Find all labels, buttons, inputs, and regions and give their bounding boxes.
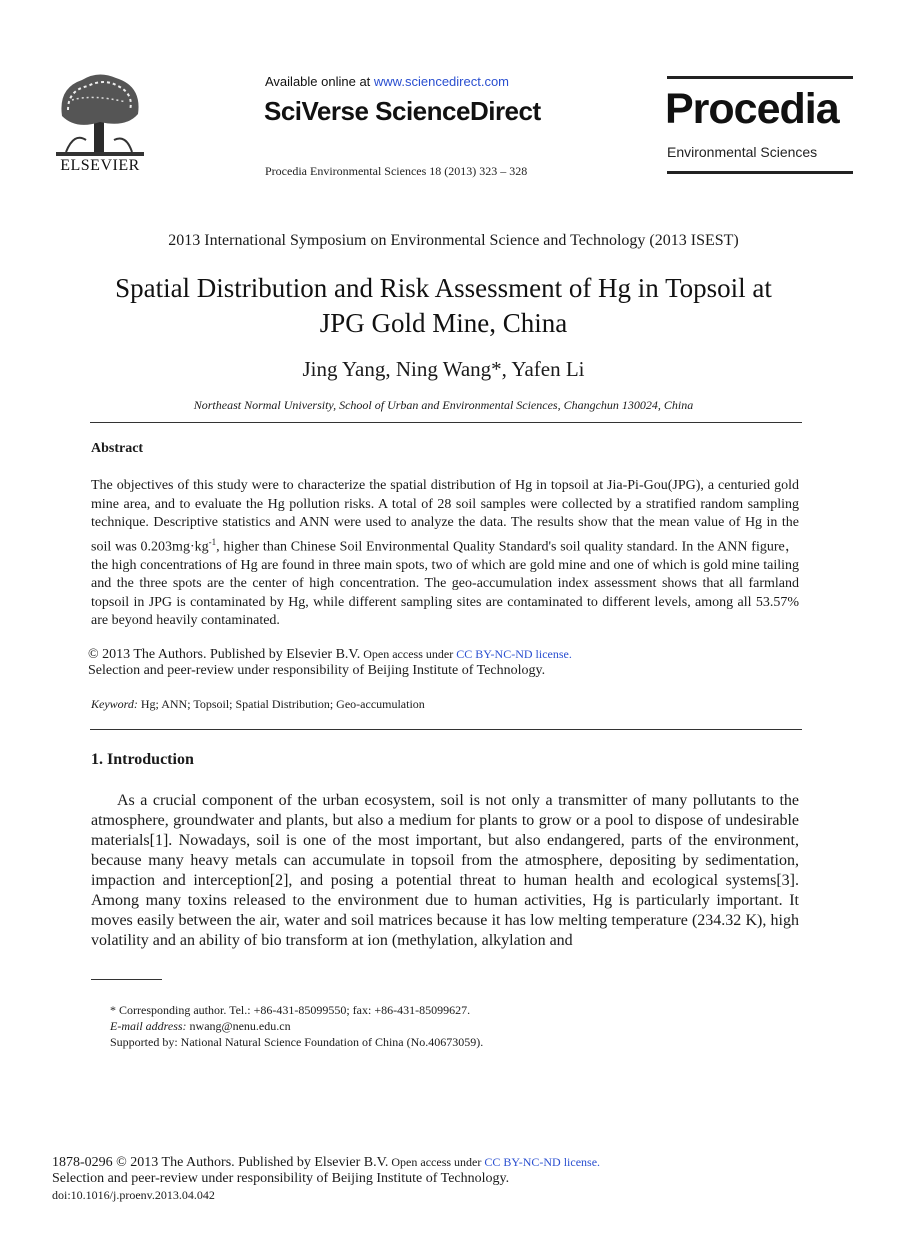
email-note (110, 1019, 291, 1034)
journal-reference: Procedia Environmental Sciences 18 (2013) 323 – 328 (265, 164, 528, 178)
abstract-superscript: -1 (208, 536, 217, 547)
journal-logo: Procedia (665, 85, 839, 133)
journal-logo-bottom-rule (667, 171, 853, 174)
peer-review-statement: Selection and peer-review under responsibility of Beijing Institute of Technology. (88, 663, 546, 678)
abstract-heading: Abstract (91, 441, 144, 456)
footer-peer-review: Selection and peer-review under responsibility of Beijing Institute of Technology. (52, 1171, 510, 1186)
title-line-2: JPG Gold Mine, China (319, 308, 568, 338)
copyright-text: © 2013 The Authors. Published by Elsevier B.V. (88, 647, 361, 662)
platform-wordmark: SciVerse ScienceDirect (264, 96, 541, 126)
footer-license-link[interactable]: CC BY-NC-ND license. (484, 1155, 601, 1169)
corresponding-author-note: * Corresponding author. Tel.: +86-431-85099550; fax: +86-431-85099627. (110, 1003, 471, 1017)
available-prefix: Available online at (265, 74, 374, 89)
keywords-label: Keyword: (91, 697, 138, 711)
affiliation: Northeast Normal University, School of Urban and Environmental Sciences, Changchun 130024, China (193, 398, 694, 412)
email-address[interactable]: nwang@nenu.edu.cn (186, 1019, 291, 1033)
journal-logo-top-rule (667, 76, 853, 79)
divider (90, 729, 802, 730)
funding-note: Supported by: National Natural Science Foundation of China (No.40673059). (110, 1035, 484, 1049)
abstract-text-part-2: , higher than Chinese Soil Environmental Quality Standard's soil quality standard. In the ANN figure，the high concentrations of Hg are found in three main spots, two of which are gold mine and one of which is gold mine tailing and the three spots are the center of high concentration. The geo-accumulation index assessment shows that all farmland topsoil in JPG is contaminated by Hg, while different sampling sites are contaminated to different levels, among all 53.57% are beyond heavily contaminated. (91, 539, 799, 629)
abstract-text-part-1: The objectives of this study were to characterize the spatial distribution of Hg in topsoil at Jia-Pi-Gou(JPG), a centuried gold mine area, and to evaluate the Hg pollution risks. A total of 28 soil samples were collected by a stratified random sampling technique. Descriptive statistics and ANN were used to analyze the data. The results show that the mean value of Hg in the soil was 0.203mg·kg (91, 478, 799, 555)
journal-subtitle: Environmental Sciences (667, 144, 818, 160)
sciencedirect-link[interactable]: www.sciencedirect.com (373, 74, 510, 89)
divider (90, 422, 802, 423)
publisher-name: ELSEVIER (60, 157, 140, 174)
footer-copyright: 1878-0296 © 2013 The Authors. Published by Elsevier B.V. (52, 1155, 389, 1170)
title-line-1: Spatial Distribution and Risk Assessment of Hg in Topsoil at (115, 273, 772, 303)
footnote-rule (91, 979, 162, 980)
paper-title (60, 271, 827, 341)
doi-link[interactable]: doi:10.1016/j.proenv.2013.04.042 (52, 1188, 215, 1202)
author-list: Jing Yang, Ning Wang*, Yafen Li (302, 357, 585, 381)
footer-copyright-line (52, 1155, 600, 1171)
keywords-list: Hg; ANN; Topsoil; Spatial Distribution; Geo-accumulation (137, 697, 425, 711)
keywords-line (91, 697, 425, 712)
email-label: E-mail address: (110, 1019, 187, 1033)
abstract-body (91, 477, 799, 631)
available-online-line (265, 74, 509, 89)
license-link[interactable]: CC BY-NC-ND license. (456, 647, 572, 661)
conference-name: 2013 International Symposium on Environmental Science and Technology (2013 ISEST) (168, 232, 739, 249)
introduction-paragraph: As a crucial component of the urban ecosystem, soil is not only a transmitter of many pollutants to the atmosphere, groundwater and plants, but also a medium for plants to grow or a pool to dispose of undesirable materials[1]. Nowadays, soil is one of the most important, but also endangered, parts of the environment, because many heavy metals can accumulate in topsoil from the atmosphere, depositing by sedimentation, impaction and interception[2], and posing a potential threat to human health and ecological systems[3]. Among many toxins released to the environment due to human activities, Hg is particularly important. It moves easily between the air, water and soil matrices because it has low melting temperature (234.32 K), high volatility and an ability of bio transform at ion (methylation, alkylation and (91, 792, 799, 949)
section-heading-introduction: 1. Introduction (91, 751, 194, 768)
copyright-line (88, 647, 572, 663)
footer-open-access: Open access under (388, 1155, 485, 1169)
open-access-text: Open access under (360, 647, 457, 661)
